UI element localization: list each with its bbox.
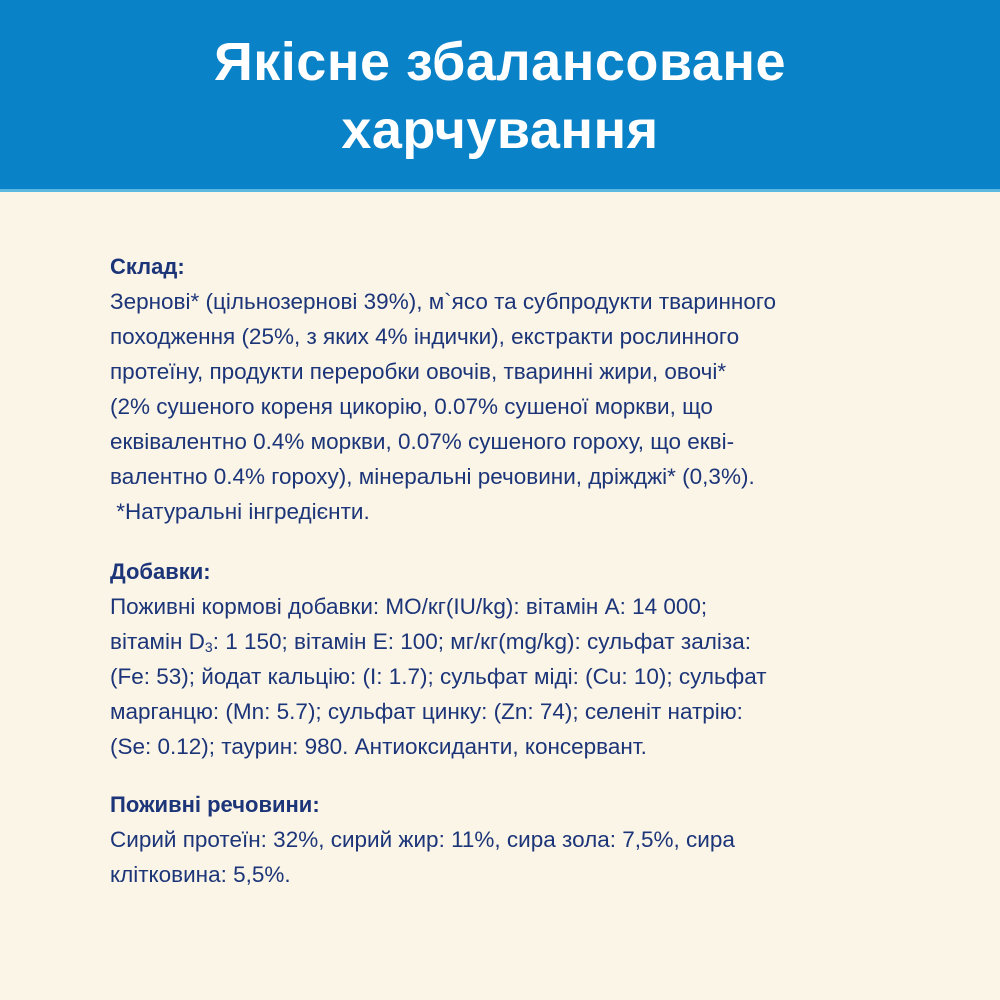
text-fragment: вітамін D (110, 629, 205, 654)
subscript-3: 3 (204, 639, 213, 655)
text-line: еквівалентно 0.4% моркви, 0.07% сушеного гороху, що екві- (110, 429, 735, 454)
text-line: (Se: 0.12); таурин: 980. Антиоксиданти, консервант. (110, 734, 647, 759)
text-line: валентно 0.4% гороху), мінеральні речовини, дріжджі* (0,3%). (110, 464, 755, 489)
section-body-composition (110, 284, 776, 529)
text-fragment: : 1 150; вітамін Е: 100; мг/кг(mg/kg): сульфат заліза: (212, 629, 751, 654)
section-title-composition: Склад: (110, 254, 185, 279)
section-composition (110, 250, 776, 529)
page-title-line-1: Якісне збалансоване (213, 31, 787, 92)
text-line: клітковина: 5,5%. (110, 862, 291, 887)
text-line: (Fe: 53); йодат кальцію: (I: 1.7); сульфат міді: (Cu: 10); сульфат (110, 664, 767, 689)
text-line: (2% сушеного кореня цикорію, 0.07% сушеної моркви, що (110, 394, 713, 419)
section-body-additives (110, 589, 767, 764)
section-additives (110, 555, 767, 764)
page-title-line-2: харчування (341, 99, 659, 160)
text-line: Сирий протеїн: 32%, сирий жир: 11%, сира зола: 7,5%, сира (110, 827, 735, 852)
header-divider (0, 189, 1000, 192)
text-line: протеїну, продукти переробки овочів, тваринні жири, овочі* (110, 359, 727, 384)
section-title-additives: Добавки: (110, 559, 211, 584)
text-line-vitamin-d3 (110, 624, 767, 659)
text-line: марганцю: (Mn: 5.7); сульфат цинку: (Zn: 74); селеніт натрію: (110, 699, 743, 724)
section-nutrients (110, 788, 735, 892)
text-line: Поживні кормові добавки: МО/кг(IU/kg): вітамін А: 14 000; (110, 594, 708, 619)
section-body-nutrients (110, 822, 735, 892)
header-banner (0, 0, 1000, 191)
footnote-natural-ingredients: *Натуральні інгредієнти. (110, 499, 370, 524)
text-line: Зернові* (цільнозернові 39%), м`ясо та субпродукти тваринного (110, 289, 777, 314)
section-title-nutrients: Поживні речовини: (110, 792, 320, 817)
text-line: походження (25%, з яких 4% індички), екстракти рослинного (110, 324, 740, 349)
